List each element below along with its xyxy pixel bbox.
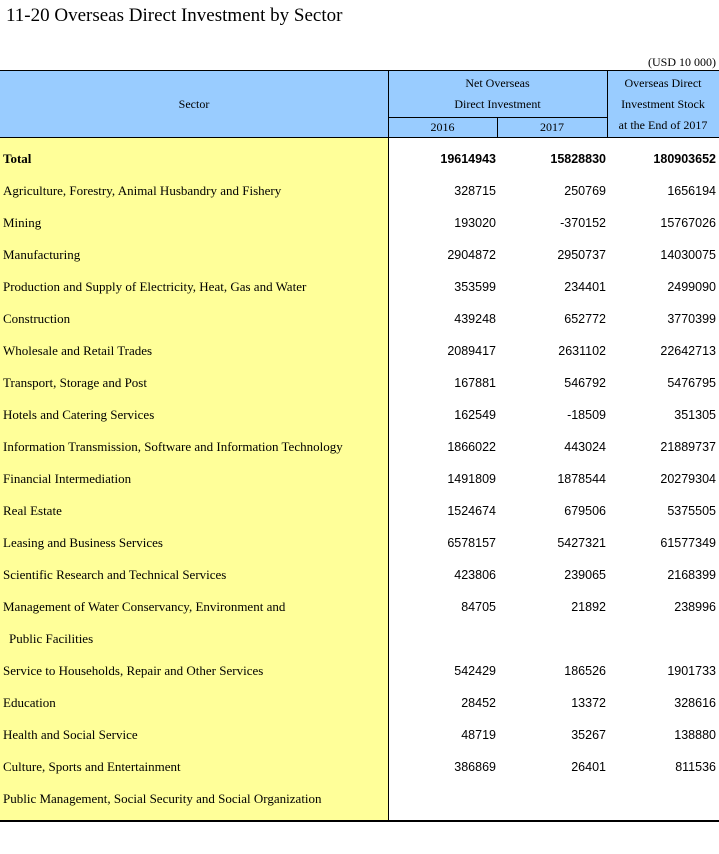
- sector-cell: Construction: [3, 311, 71, 326]
- sector-cell: Hotels and Catering Services: [3, 407, 155, 422]
- header-investment-stock: [607, 71, 719, 137]
- table-row: [0, 719, 719, 751]
- table-row: [0, 367, 719, 399]
- table-row: [0, 271, 719, 303]
- sector-cell: Wholesale and Retail Trades: [3, 343, 153, 358]
- header-stock-line3: at the End of 2017: [618, 117, 708, 132]
- value-2016-cell: 353599: [454, 280, 496, 294]
- stock-cell: 328616: [674, 696, 716, 710]
- stock-cell: 238996: [674, 600, 716, 614]
- value-2017-cell: 13372: [571, 696, 606, 710]
- table-row: [0, 559, 719, 591]
- stock-cell: 21889737: [660, 440, 716, 454]
- sector-cell: Service to Households, Repair and Other Services: [3, 663, 264, 678]
- header-net-line2: Direct Investment: [454, 97, 541, 111]
- sector-cell: Transport, Storage and Post: [3, 375, 147, 390]
- value-2016-cell: 2904872: [447, 248, 496, 262]
- value-2017-cell: 21892: [571, 600, 606, 614]
- value-2017-cell: -18509: [567, 408, 606, 422]
- table-row: [0, 527, 719, 559]
- value-2016-cell: 162549: [454, 408, 496, 422]
- stock-cell: 61577349: [660, 536, 716, 550]
- sector-cell: Real Estate: [3, 503, 62, 518]
- value-2017-cell: 2631102: [558, 344, 606, 358]
- table-row: [0, 207, 719, 239]
- header-divider-2: [607, 71, 608, 138]
- table-bottom-rule: [0, 820, 719, 822]
- value-2016-cell: 6578157: [447, 536, 496, 550]
- table-row: [0, 463, 719, 495]
- table-row-total: [0, 143, 719, 175]
- sector-cell: Public Management, Social Security and Social Organization: [3, 791, 322, 806]
- table-body: [0, 143, 719, 815]
- header-sector: [0, 71, 388, 137]
- value-2016-cell: 386869: [454, 760, 496, 774]
- value-2016-cell: 2089417: [447, 344, 496, 358]
- value-2017-cell: 186526: [564, 664, 606, 678]
- value-2017-cell: 5427321: [557, 536, 606, 550]
- sector-cell: Total: [3, 151, 32, 166]
- value-2017-cell: 26401: [571, 760, 606, 774]
- value-2017-cell: 679506: [564, 504, 606, 518]
- value-2017-cell: 239065: [564, 568, 606, 582]
- header-year-2017: 2017: [497, 117, 607, 137]
- header-year-2016: 2016: [388, 117, 497, 137]
- value-2017-cell: 2950737: [557, 248, 606, 262]
- stock-cell: 3770399: [667, 312, 716, 326]
- sector-cell: Management of Water Conservancy, Environment and: [3, 599, 286, 614]
- table-row: [0, 655, 719, 687]
- sector-cell: Education: [3, 695, 56, 710]
- stock-cell: 138880: [674, 728, 716, 742]
- stock-cell: 1901733: [667, 664, 716, 678]
- sector-cell: Manufacturing: [3, 247, 81, 262]
- stock-cell: 5476795: [667, 376, 716, 390]
- header-net-line1: Net Overseas: [465, 76, 530, 90]
- value-2016-cell: 19614943: [440, 152, 496, 166]
- value-2016-cell: 439248: [454, 312, 496, 326]
- stock-cell: 2168399: [667, 568, 716, 582]
- value-2016-cell: 167881: [454, 376, 496, 390]
- header-divider-3: [497, 117, 498, 138]
- table-row: [0, 591, 719, 655]
- value-2016-cell: 28452: [461, 696, 496, 710]
- sector-cell: Leasing and Business Services: [3, 535, 163, 550]
- value-2016-cell: 84705: [461, 600, 496, 614]
- table-row: [0, 335, 719, 367]
- table-row: [0, 239, 719, 271]
- header-subrule: [388, 117, 607, 118]
- sector-cell: Health and Social Service: [3, 727, 138, 742]
- sector-cell: Culture, Sports and Entertainment: [3, 759, 181, 774]
- value-2017-cell: 1878544: [557, 472, 606, 486]
- sector-cell: Scientific Research and Technical Services: [3, 567, 227, 582]
- value-2017-cell: 652772: [564, 312, 606, 326]
- table-row: [0, 687, 719, 719]
- table-row: [0, 751, 719, 783]
- stock-cell: 180903652: [653, 152, 716, 166]
- table-row: [0, 495, 719, 527]
- value-2016-cell: 1524674: [447, 504, 496, 518]
- value-2017-cell: 234401: [564, 280, 606, 294]
- sector-cell: Production and Supply of Electricity, Heat, Gas and Water: [3, 279, 307, 294]
- stock-cell: 1656194: [667, 184, 716, 198]
- stock-cell: 5375505: [667, 504, 716, 518]
- table-row: [0, 431, 719, 463]
- sector-cell: Agriculture, Forestry, Animal Husbandry and Fishery: [3, 183, 282, 198]
- table-row: [0, 175, 719, 207]
- sector-cell: Mining: [3, 215, 42, 230]
- value-2017-cell: 546792: [564, 376, 606, 390]
- value-2017-cell: -370152: [560, 216, 606, 230]
- header-divider-1: [388, 71, 389, 138]
- value-2016-cell: 193020: [454, 216, 496, 230]
- value-2016-cell: 1866022: [447, 440, 496, 454]
- table-row: [0, 303, 719, 335]
- stock-cell: 15767026: [660, 216, 716, 230]
- value-2017-cell: 15828830: [550, 152, 606, 166]
- value-2016-cell: 1491809: [447, 472, 496, 486]
- value-2016-cell: 423806: [454, 568, 496, 582]
- stock-cell: 2499090: [667, 280, 716, 294]
- unit-label: (USD 10 000): [648, 55, 716, 69]
- sector-cell-continued: Public Facilities: [9, 631, 94, 646]
- table-row: [0, 399, 719, 431]
- value-2016-cell: 328715: [454, 184, 496, 198]
- page-title: 11-20 Overseas Direct Investment by Sector: [6, 5, 343, 26]
- value-2017-cell: 443024: [564, 440, 606, 454]
- stock-cell: 351305: [674, 408, 716, 422]
- header-sector-label: Sector: [178, 96, 210, 111]
- value-2016-cell: 48719: [461, 728, 496, 742]
- sector-cell: Information Transmission, Software and Information Technology: [3, 439, 343, 454]
- header-net-investment: [388, 71, 607, 117]
- stock-cell: 20279304: [660, 472, 716, 486]
- stock-cell: 811536: [675, 760, 716, 774]
- value-2016-cell: 542429: [454, 664, 496, 678]
- stock-cell: 14030075: [660, 248, 716, 262]
- table-row: [0, 783, 719, 815]
- value-2017-cell: 35267: [571, 728, 606, 742]
- header-stock-line2: Investment Stock: [621, 96, 705, 111]
- table-header: [0, 71, 719, 137]
- sector-cell: Financial Intermediation: [3, 471, 132, 486]
- header-stock-line1: Overseas Direct: [624, 75, 702, 90]
- stock-cell: 22642713: [660, 344, 716, 358]
- value-2017-cell: 250769: [564, 184, 606, 198]
